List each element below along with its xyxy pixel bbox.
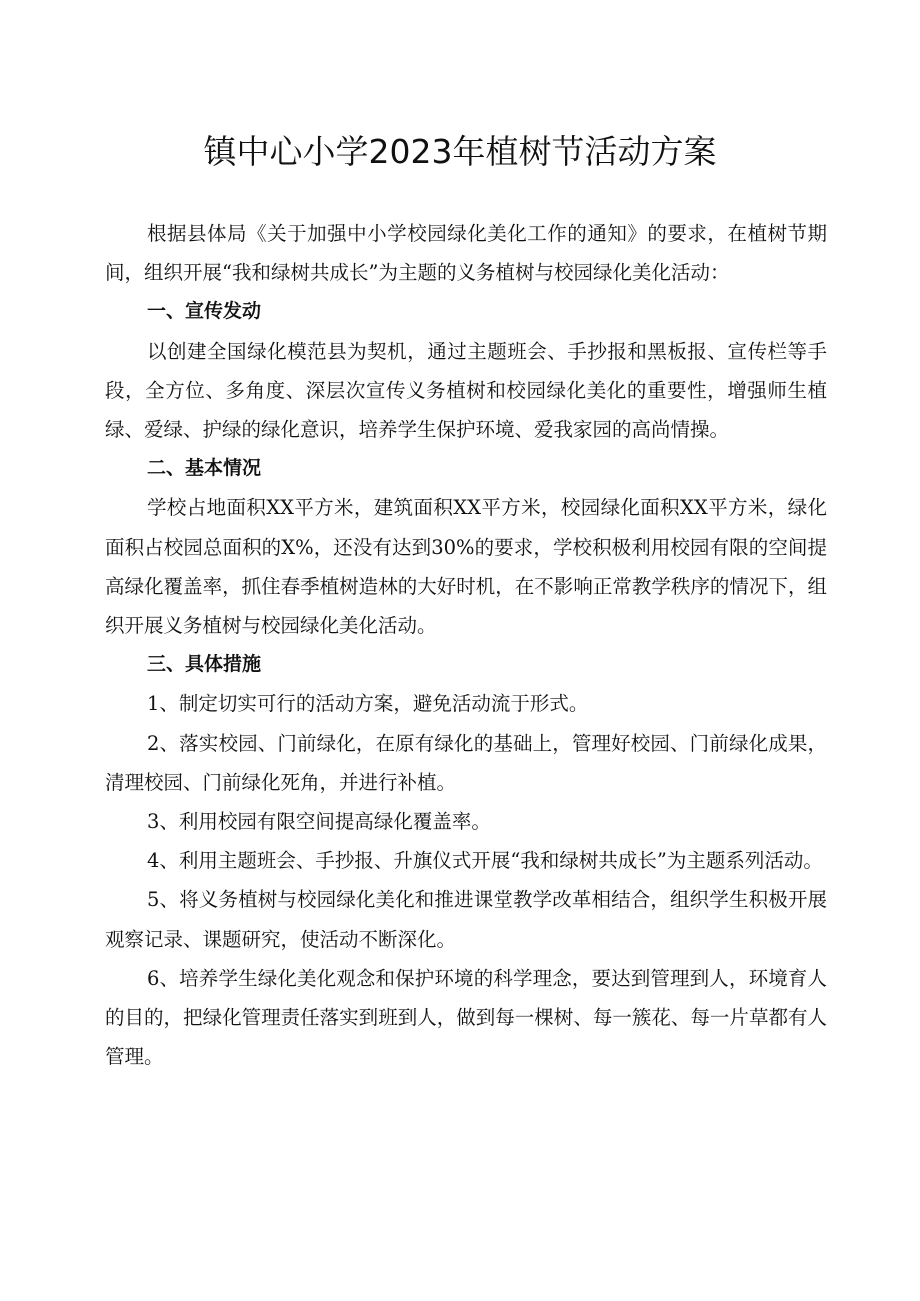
section-paragraph: 学校占地面积XX平方米，建筑面积XX平方米，校园绿化面积XX平方米，绿化面积占校园总面积的X%，还没有达到30%的要求，学校积极利用校园有限的空间提高绿化覆盖率，抓住春季植树造林的大好时机，在不影响正常教学秩序的情况下，组织开展义务植树与校园绿化美化活动。 [105, 496, 827, 638]
section-paragraph: 以创建全国绿化模范县为契机，通过主题班会、手抄报和黑板报、宣传栏等手段，全方位、多角度、深层次宣传义务植树和校园绿化美化的重要性，增强师生植绿、爱绿、护绿的绿化意识，培养学生保护环境、爱我家园的高尚情操。 [105, 339, 827, 442]
measure-item: 2、落实校园、门前绿化，在原有绿化的基础上，管理好校园、门前绿化成果，清理校园、门前绿化死角，并进行补植。 [105, 731, 827, 794]
intro-paragraph: 根据县体局《关于加强中小学校园绿化美化工作的通知》的要求，在植树节期间，组织开展“我和绿树共成长”为主题的义务植树与校园绿化美化活动： [105, 222, 827, 285]
measure-item: 6、培养学生绿化美化观念和保护环境的科学理念，要达到管理到人，环境育人的目的，把绿化管理责任落实到班到人，做到每一棵树、每一簇花、每一片草都有人管理。 [105, 966, 827, 1069]
section-heading-measures: 三、具体措施 [147, 653, 262, 676]
section-heading-publicity: 一、宣传发动 [147, 300, 262, 323]
document-body [105, 214, 827, 1076]
measure-item: 3、利用校园有限空间提高绿化覆盖率。 [147, 810, 491, 834]
measure-item: 4、利用主题班会、手抄报、升旗仪式开展“我和绿树共成长”为主题系列活动。 [147, 849, 823, 873]
document-title: 镇中心小学2023年植树节活动方案 [203, 132, 717, 171]
measure-item: 1、制定切实可行的活动方案，避免活动流于形式。 [147, 692, 589, 716]
section-heading-basic-situation: 二、基本情况 [147, 457, 262, 480]
measure-item: 5、将义务植树与校园绿化美化和推进课堂教学改革相结合，组织学生积极开展观察记录、课题研究，使活动不断深化。 [105, 888, 827, 951]
